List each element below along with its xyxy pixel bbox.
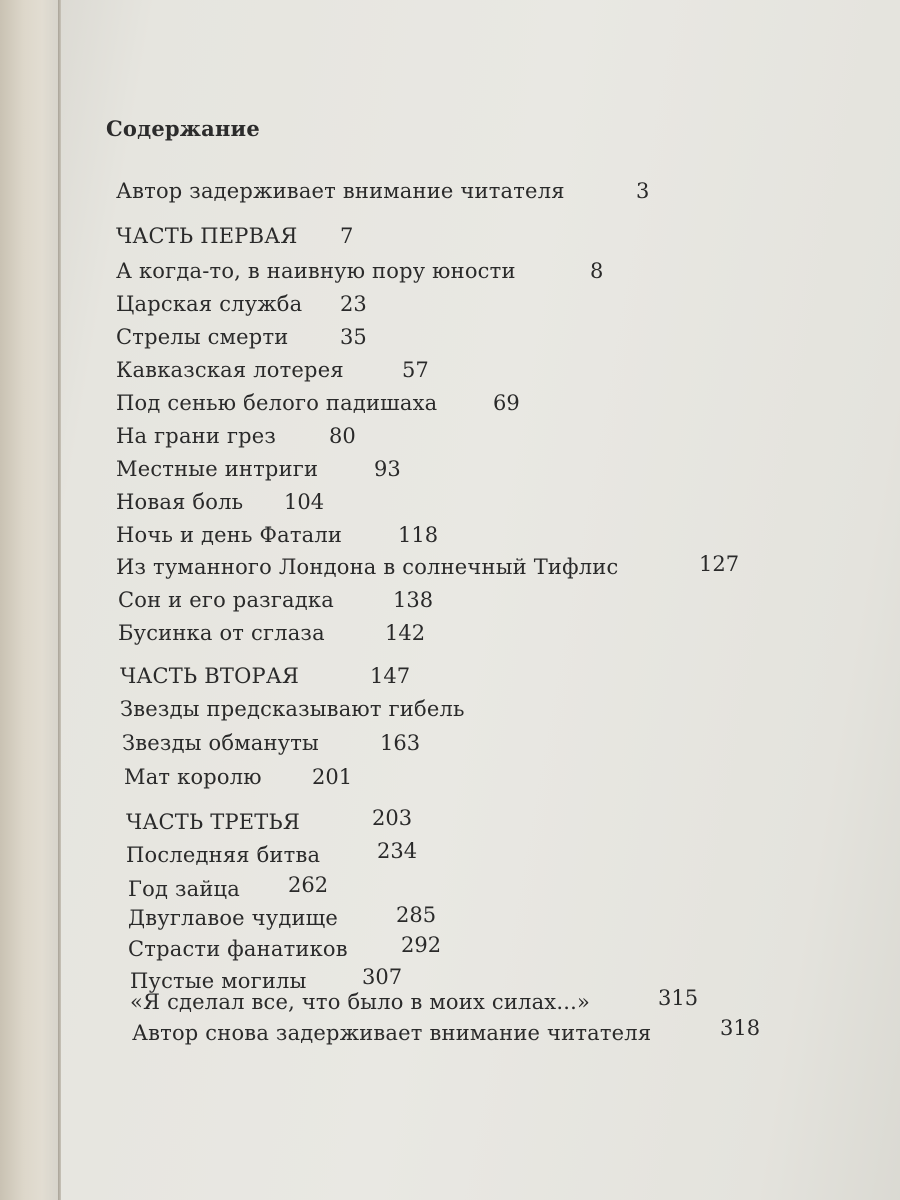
toc-entry-page: 7 xyxy=(340,224,354,248)
book-gutter xyxy=(0,0,61,1200)
toc-entry-text: Бусинка от сглаза xyxy=(118,621,325,645)
toc-entry-page: 69 xyxy=(493,391,520,415)
toc-entry-text: Год зайца xyxy=(128,877,240,901)
toc-entry-page: 127 xyxy=(699,552,740,576)
toc-entry-page: 80 xyxy=(329,424,356,448)
toc-entry-text: Автор снова задерживает внимание читателя xyxy=(132,1021,652,1045)
toc-entry-page: 262 xyxy=(288,873,329,897)
toc-entry-page: 285 xyxy=(396,903,437,927)
toc-entry-text: Местные интриги xyxy=(116,457,319,481)
toc-entry-text: Сон и его разгадка xyxy=(118,588,334,612)
toc-entry-text: Мат королю xyxy=(124,765,262,789)
toc-entry-text: Пустые могилы xyxy=(130,969,307,993)
toc-entry-page: 142 xyxy=(385,621,426,645)
toc-entry-page: 8 xyxy=(590,259,604,283)
page-edge xyxy=(58,0,61,1200)
toc-entry-page: 3 xyxy=(636,179,650,203)
toc-entry-page: 318 xyxy=(720,1016,761,1040)
toc-entry-page: 163 xyxy=(380,731,421,755)
toc-entry-page: 104 xyxy=(284,490,325,514)
toc-entry-text: Новая боль xyxy=(116,490,244,514)
toc-part-heading: ЧАСТЬ ВТОРАЯ xyxy=(120,664,300,688)
toc-entry-text: Страсти фанатиков xyxy=(128,937,348,961)
toc-entry-text: Ночь и день Фатали xyxy=(116,523,343,547)
toc-entry-page: 307 xyxy=(362,965,403,989)
toc-entry-text: Стрелы смерти xyxy=(116,325,289,349)
toc-entry-text: Звезды предсказывают гибель xyxy=(120,697,465,721)
toc-entry-page: 315 xyxy=(658,986,699,1010)
toc-entry-text: А когда-то, в наивную пору юности xyxy=(116,259,516,283)
toc-entry-text: «Я сделал все, что было в моих силах...» xyxy=(130,990,591,1014)
toc-entry-page: 118 xyxy=(398,523,439,547)
toc-entry-text: Звезды обмануты xyxy=(122,731,319,755)
toc-part-heading: ЧАСТЬ ТРЕТЬЯ xyxy=(126,810,301,834)
toc-entry-text: Царская служба xyxy=(116,292,303,316)
toc-entry-page: 23 xyxy=(340,292,367,316)
toc-entry-page: 292 xyxy=(401,933,442,957)
toc-entry-text: На грани грез xyxy=(116,424,277,448)
toc-part-heading: ЧАСТЬ ПЕРВАЯ xyxy=(116,224,298,248)
toc-entry-text: Последняя битва xyxy=(126,843,321,867)
toc-title: Содержание xyxy=(106,116,260,141)
toc-entry-text: Двуглавое чудище xyxy=(128,906,339,930)
toc-entry-page: 147 xyxy=(370,664,411,688)
toc-entry-text: Автор задерживает внимание читателя xyxy=(116,179,565,203)
toc-entry-text: Под сенью белого падишаха xyxy=(116,391,438,415)
toc-entry-page: 201 xyxy=(312,765,353,789)
toc-entry-page: 93 xyxy=(374,457,401,481)
toc-entry-page: 203 xyxy=(372,806,413,830)
toc-entry-page: 35 xyxy=(340,325,367,349)
toc-entry-page: 57 xyxy=(402,358,429,382)
toc-entry-page: 234 xyxy=(377,839,418,863)
toc-entry-text: Кавказская лотерея xyxy=(116,358,344,382)
toc-entry-page: 138 xyxy=(393,588,434,612)
toc-entry-text: Из туманного Лондона в солнечный Тифлис xyxy=(116,555,619,579)
